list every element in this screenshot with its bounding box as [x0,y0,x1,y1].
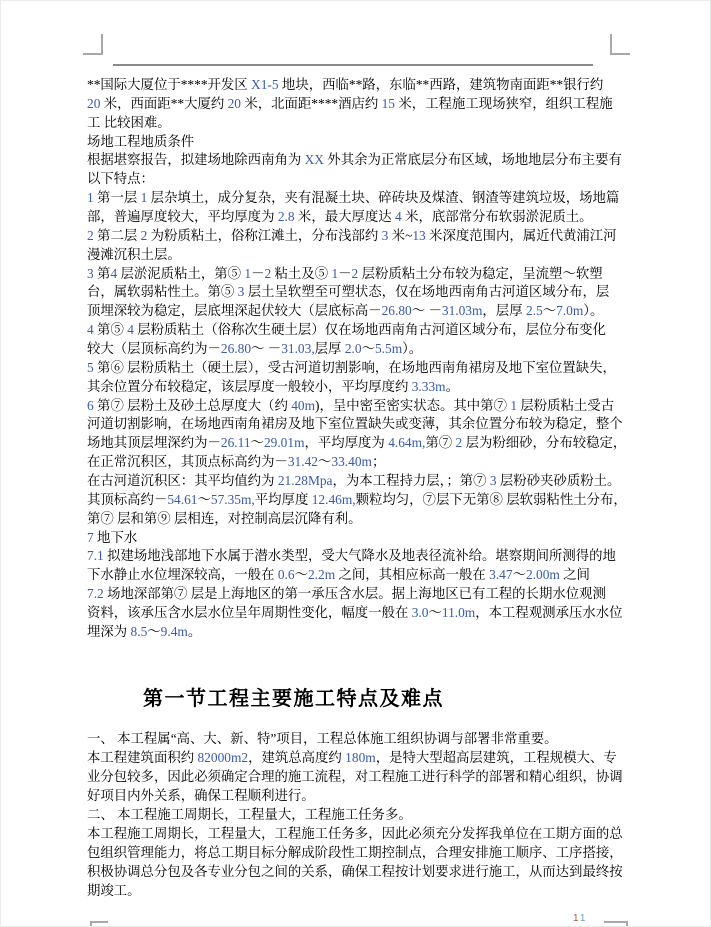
document-line: 本工程施工周期长，工程量大，工程施工任务多，因此必须充分发挥我单位在工期方面的总 [87,826,623,841]
document-line: 其顶标高约－54.61～57.35m,平均厚度 12.46m,颗粒均匀，⑦层下无第⑧ 层软弱粘性土分布， [87,491,627,507]
document-line: 7.1 拟建场地浅部地下水属于潜水类型，受大气降水及地表径流补给。堪察期间所测得的地 [87,548,616,564]
document-line: 埋深为 8.5～9.4m。 [87,623,202,639]
document-line: 漫滩沉积土层。 [87,246,181,262]
document-line: 场地工程地质条件 [87,133,195,149]
document-line: 2 第二层 2 为粉质粘土，俗称江滩土，分布浅部约 3 米~13 米深度范围内，属近代黄浦江河 [87,227,617,243]
document-line: 顶埋深较为稳定，层底埋深起伏较大（层底标高－26.80～ －31.03m，层厚 2.5～7.0m）。 [87,303,604,319]
document-line: 根据堪察报告，拟建场地除西南角为 XX 外其余为正常底层分布区域，场地地层分布主要有 [87,152,622,168]
crop-mark-top-right [610,34,630,55]
document-line: 业分包较多，因此必须确定合理的施工流程，对工程施工进行科学的部署和精心组织，协调 [87,769,623,784]
document-line: 下水静止水位埋深较高，一般在 0.6～2.2m 之间，其相应标高一般在 3.47～2.00m 之间 [87,567,590,583]
document-line: 5 第⑥ 层粉质粘土（硬土层），受古河道切割影响，在场地西南角裙房及地下室位置缺失， [87,359,616,375]
document-line: 7.2 场地深部第⑦ 层是上海地区的第一承压含水层。据上海地区已有工程的长期水位观测 [87,586,606,602]
document-line: 在古河道沉积区：其平均值约为 21.28Mpa，为本工程持力层，；第⑦ 3 层粉砂夹砂质粉土。 [87,473,621,489]
document-line: 包组织管理能力，将总工期目标分解成阶段性工期控制点，合理安排施工顺序、工序搭接， [87,845,623,860]
document-line: 6 第⑦ 层粉土及砂土总厚度大（约 40m)，呈中密至密实状态。其中第⑦ 1 层粉质粘土受古 [87,397,615,413]
page-number-digit: 1 [573,913,580,924]
document-line: 第⑦ 层和第⑨ 层相连，对控制高层沉降有利。 [87,510,362,526]
header-rule [113,64,593,66]
document-line: **国际大厦位于****开发区 X1-5 地块，西临**路，东临**西路，建筑物南面距**银行约 [87,77,604,92]
document-line: 1 第一层 1 层杂填土，成分复杂，夹有混凝土块、碎砖块及煤渣、钢渣等建筑垃圾，场地篇 [87,190,620,206]
body-text-block [87,76,643,642]
document-line: 较大（层顶标高约为－26.80～ －31.03,层厚 2.0～5.5m）。 [87,341,423,357]
section-heading: 第一节工程主要施工特点及难点 [143,688,444,710]
document-line: 场地其顶层埋深约为－26.11～29.01m，平均厚度为 4.64m,第⑦ 2 层为粉细砂，分布较稳定， [87,435,627,451]
document-line: 好项目内外关系，确保工程顺利进行。 [87,788,315,803]
document-line: 其余位置分布较稳定，该层厚度一般较小，平均厚度约 3.33m。 [87,378,459,394]
crop-mark-top-left [83,34,103,55]
crop-mark-bottom-right [604,921,628,927]
document-line: 本工程建筑面积约 82000m2，建筑总高度约 180m，是特大型超高层建筑，工程规模大、专 [87,750,617,765]
document-line: 工 比较困难。 [87,114,171,130]
document-line: 台，属软弱粘性土。第⑤ 3 层土呈软塑至可塑状态，仅在场地西南角古河道区域分布，层 [87,284,610,300]
document-line: 二、 本工程施工周期长，工程量大，工程施工任务多。 [87,807,412,822]
document-line: 期竣工。 [87,883,141,898]
second-text-block [87,729,643,900]
crop-mark-bottom-left [90,921,108,927]
document-line: 在正常沉积区，其顶点标高约为－31.42～33.40m； [87,454,386,470]
document-line: 7 地下水 [87,529,138,545]
document-line: 部，普遍厚度较大，平均厚度为 2.8 米，最大厚度达 4 米，底部常分布软弱淤泥质土。 [87,209,593,225]
document-line: 资料，该承压含水层水位呈年周期性变化，幅度一般在 3.0～11.0m，本工程观测承压水水位 [87,605,623,621]
page-number-digit: 1 [579,913,588,924]
document-line: 3 第4 层淤泥质粘土，第⑤ 1－2 粘土及⑤ 1－2 层粉质粘土分布较为稳定，呈流塑～软塑 [87,265,603,281]
document-line: 以下特点： [87,171,154,187]
document-line: 20 米，西面距**大厦约 20 米，北面距****酒店约 15 米，工程施工现场狭窄，组织工程施 [87,95,613,111]
document-line: 一、 本工程属“高、大、新、特”项目，工程总体施工组织协调与部署非常重要。 [87,731,558,746]
page-number [573,913,587,924]
document-line: 河道切割影响，在场地西南角裙房及地下室位置缺失或变薄，其余位置分布较为稳定，整个 [87,416,623,432]
document-line: 积极协调总分包及各专业分包之间的关系，确保工程按计划要求进行施工，从而达到最终按 [87,864,623,879]
document-line: 4 第⑤ 4 层粉质粘土（俗称次生硬土层）仅在场地西南角古河道区域分布，层位分布变化 [87,322,606,338]
